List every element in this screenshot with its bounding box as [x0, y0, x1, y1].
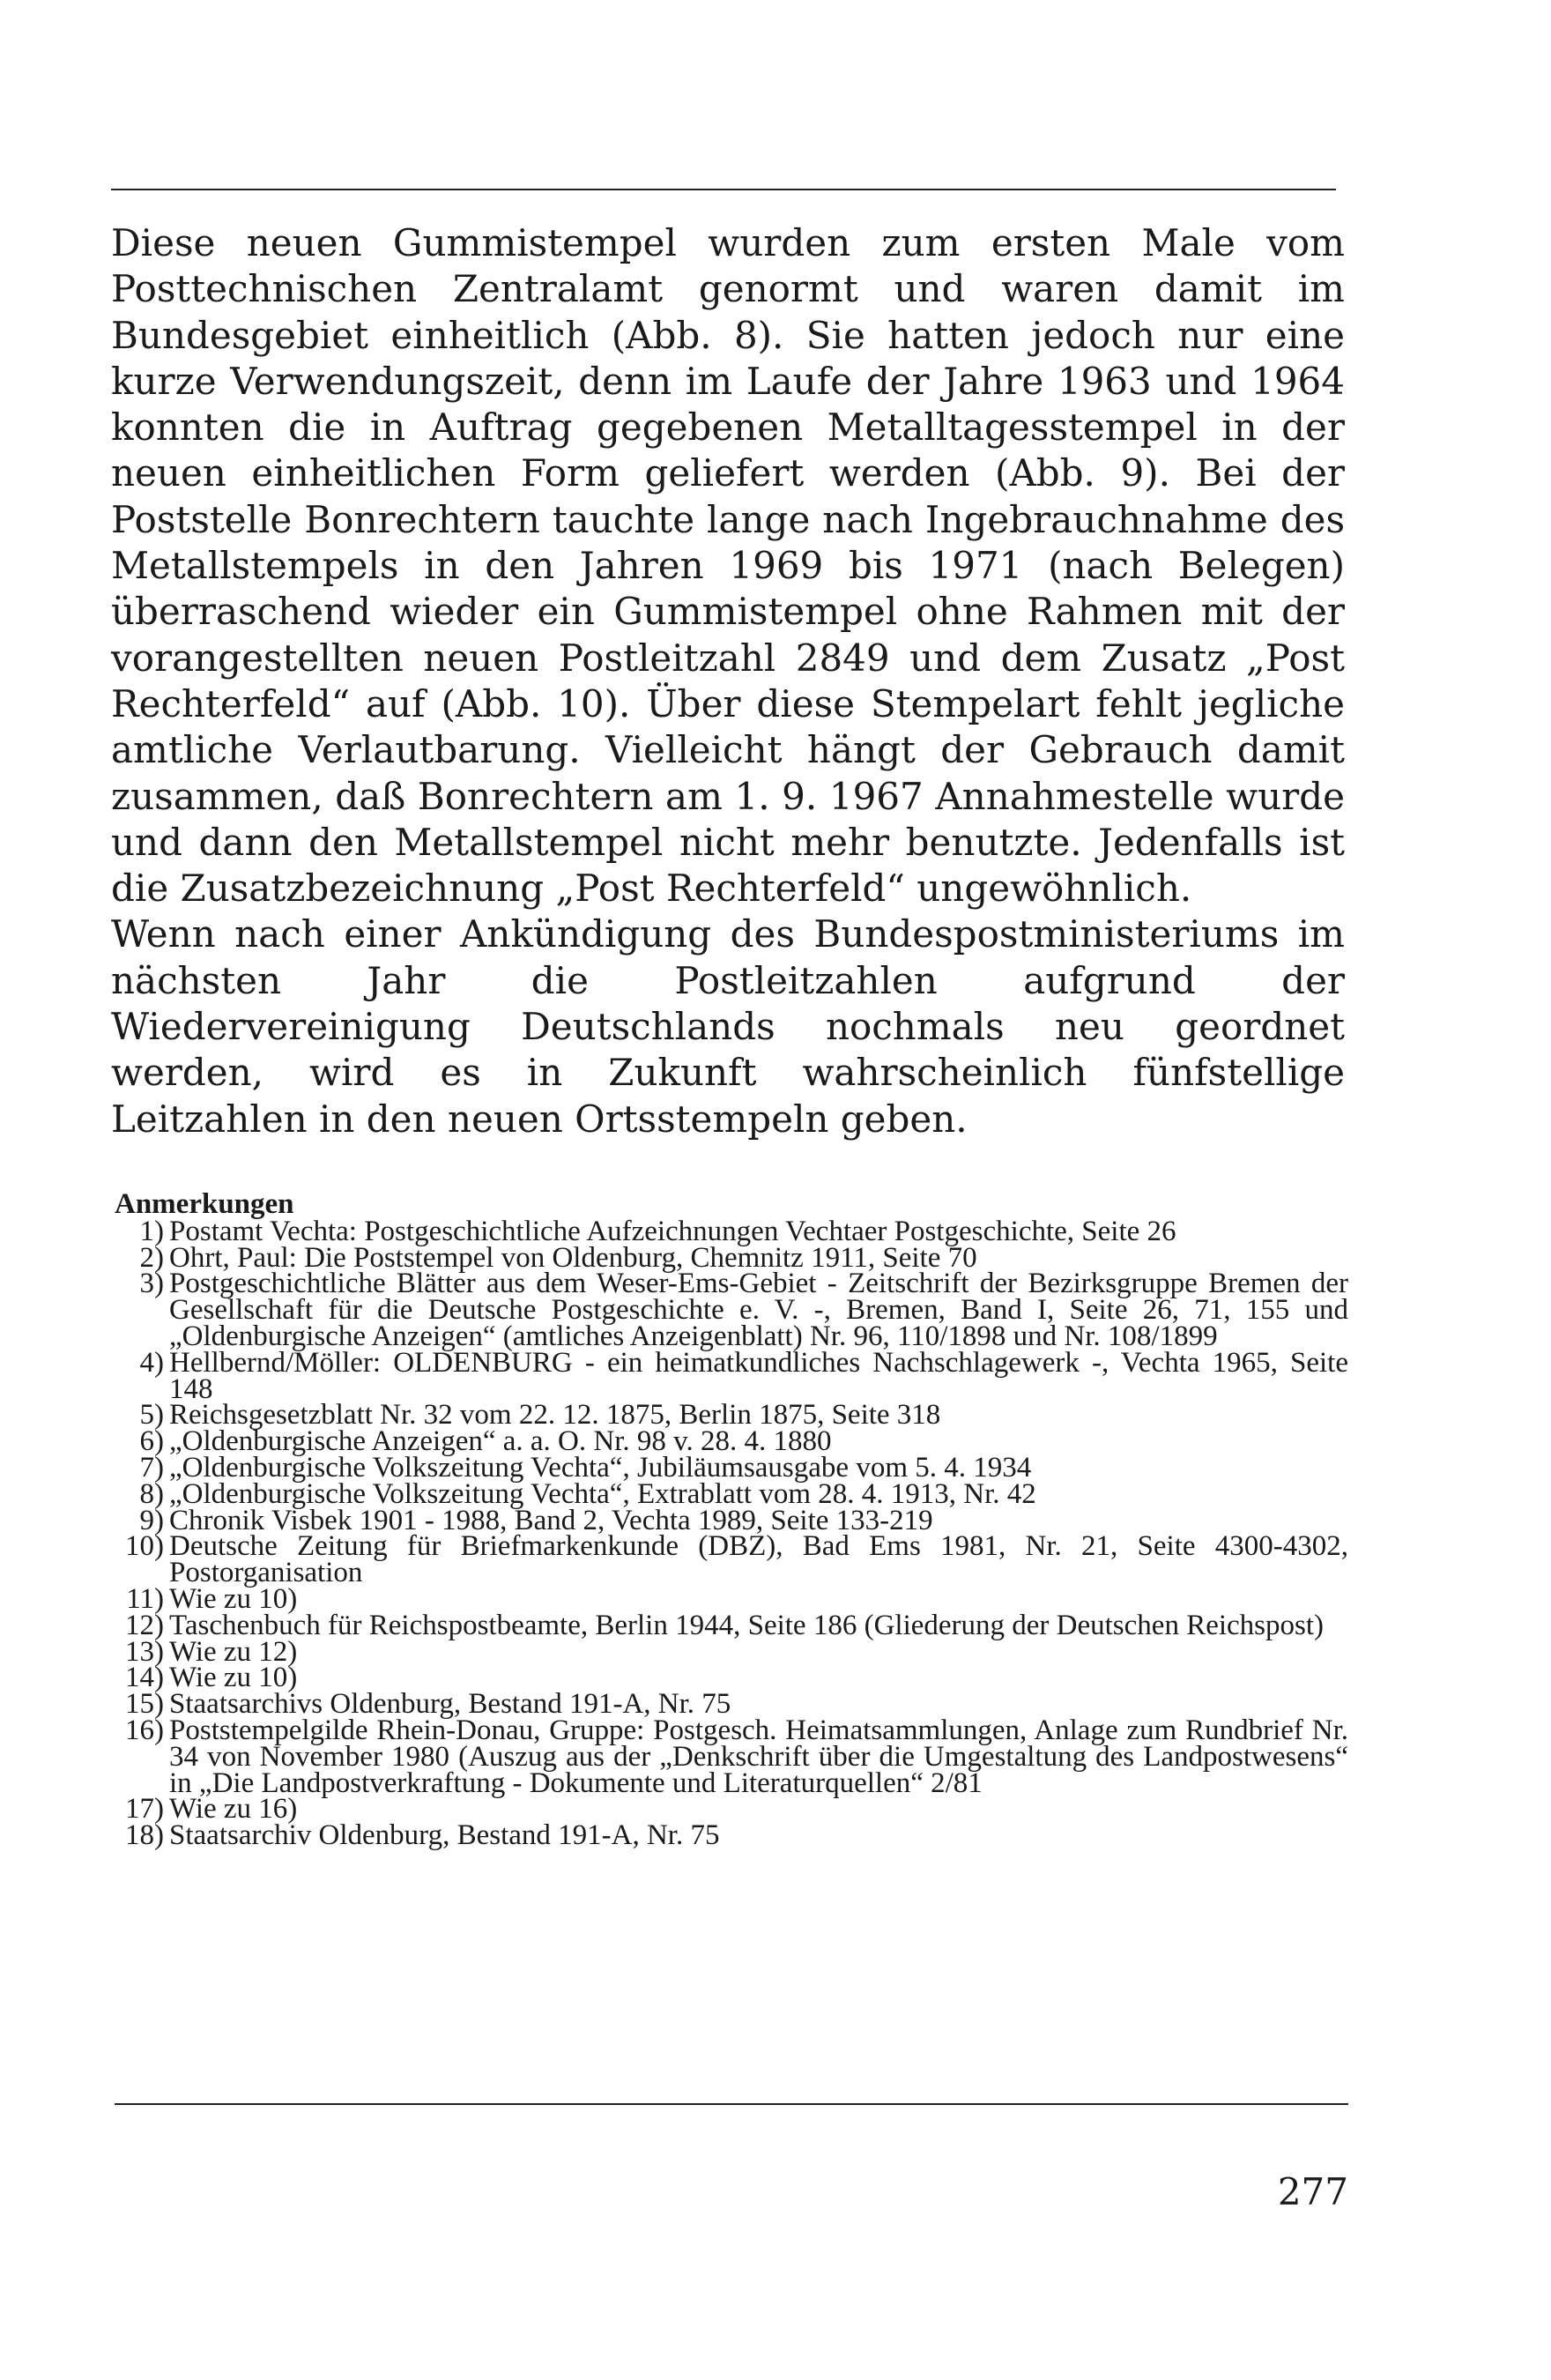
- footnote-item: [115, 1268, 1348, 1352]
- footnote-text: Hellbernd/Möller: OLDENBURG - ein heimatkundliches Nachschlagewerk -, Vechta 1965, Seite 148: [169, 1346, 1348, 1405]
- page-number: 277: [1277, 2170, 1348, 2213]
- footnote-text: Postgeschichtliche Blätter aus dem Weser-Ems-Gebiet - Zeitschrift der Bezirksgruppe Bremen der Gesellschaft für die Deutsche Postgeschichte e. V. -, Bremen, Band I, Seite 26, 71, 155 und „Oldenburgische Anzeigen“ (amtliches Anzeigenblatt) Nr. 96, 110/1898 und Nr. 108/1899: [169, 1268, 1348, 1352]
- footnote-text: Wie zu 16): [169, 1793, 298, 1826]
- footnote-text: Poststempelgilde Rhein-Donau, Gruppe: Postgesch. Heimatsammlungen, Anlage zum Rundbrief Nr. 34 von November 1980 (Auszug aus der „Denkschrift über die Umgestaltung des Landpostwesens“ in „Die Landpostverkraftung - Dokumente und Literaturquellen“ 2/81: [169, 1714, 1348, 1799]
- footnote-number: 3): [139, 1268, 164, 1300]
- footnote-number: 10): [125, 1530, 164, 1563]
- footnote-number: 11): [126, 1582, 164, 1615]
- footnote-number: 4): [139, 1346, 164, 1379]
- bottom-rule: [115, 2103, 1348, 2105]
- footnote-text: Staatsarchivs Oldenburg, Bestand 191-A, Nr. 75: [169, 1688, 731, 1721]
- footnote-number: 7): [139, 1451, 164, 1484]
- footnote-text: Staatsarchiv Oldenburg, Bestand 191-A, Nr. 75: [169, 1819, 720, 1852]
- footnote-text: Deutsche Zeitung für Briefmarkenkunde (DBZ), Bad Ems 1981, Nr. 21, Seite 4300-4302, Postorganisation: [169, 1530, 1348, 1589]
- footnote-number: 1): [139, 1215, 164, 1247]
- paragraph: Diese neuen Gummistempel wurden zum ersten Male vom Posttechnischen Zentralamt genormt und waren damit im Bundesgebiet einheitlich (Abb. 8). Sie hatten jedoch nur eine kurze Verwendungszeit, denn im Laufe der Jahre 1963 und 1964 konnten die in Auftrag gegebenen Metalltagesstempel in der neuen einheitlichen Form geliefert werden (Abb. 9). Bei der Poststelle Bonrechtern tauchte lange nach Ingebrauchnahme des Metallstempels in den Jahren 1969 bis 1971 (nach Belegen) überraschend wieder ein Gummistempel ohne Rahmen mit der vorangestellten neuen Postleitzahl 2849 und dem Zusatz „Post Rechterfeld“ auf (Abb. 10). Über diese Stempelart fehlt jegliche amtliche Verlautbarung. Vielleicht hängt der Gebrauch damit zusammen, daß Bonrechtern am 1. 9. 1967 Annahmestelle wurde und dann den Metallstempel nicht mehr benutzte. Jedenfalls ist die Zusatzbezeichnung „Post Rechterfeld“ ungewöhnlich.: [111, 221, 1345, 911]
- footnote-item: [115, 1346, 1348, 1405]
- footnote-item: [115, 1635, 1348, 1668]
- footnotes-list: [115, 1215, 1348, 1852]
- footnote-number: 17): [125, 1793, 164, 1826]
- footnote-item: [115, 1609, 1348, 1641]
- footnote-text: Taschenbuch für Reichspostbeamte, Berlin 1944, Seite 186 (Gliederung der Deutschen Reichspost): [169, 1609, 1325, 1641]
- footnote-number: 14): [125, 1662, 164, 1694]
- body-text: [111, 220, 1345, 1142]
- footnote-number: 5): [139, 1399, 164, 1432]
- footnote-number: 12): [125, 1609, 164, 1641]
- footnote-item: [115, 1714, 1348, 1799]
- footnote-text: „Oldenburgische Volkszeitung Vechta“, Jubiläumsausgabe vom 5. 4. 1934: [169, 1451, 1032, 1484]
- footnote-number: 13): [125, 1635, 164, 1668]
- footnote-text: Reichsgesetzblatt Nr. 32 vom 22. 12. 1875, Berlin 1875, Seite 318: [169, 1399, 941, 1432]
- paragraph: Wenn nach einer Ankündigung des Bundespostministeriums im nächsten Jahr die Postleitzahlen aufgrund der Wiedervereinigung Deutschlands nochmals neu geordnet werden, wird es in Zukunft wahrscheinlich fünfstellige Leitzahlen in den neuen Ortsstempeln geben.: [111, 912, 1345, 1141]
- footnote-number: 15): [125, 1688, 164, 1721]
- footnote-text: Ohrt, Paul: Die Poststempel von Oldenburg, Chemnitz 1911, Seite 70: [169, 1241, 977, 1274]
- footnotes-heading: Anmerkungen: [115, 1188, 294, 1220]
- footnote-number: 16): [125, 1714, 164, 1746]
- footnote-text: Wie zu 10): [169, 1662, 298, 1694]
- footnote-item: [115, 1819, 1348, 1852]
- footnote-number: 8): [139, 1477, 164, 1510]
- footnote-number: 18): [125, 1819, 164, 1852]
- footnote-text: „Oldenburgische Volkszeitung Vechta“, Extrablatt vom 28. 4. 1913, Nr. 42: [169, 1477, 1036, 1510]
- footnote-number: 2): [139, 1241, 164, 1274]
- footnote-item: [115, 1530, 1348, 1589]
- footnote-number: 9): [139, 1504, 164, 1536]
- footnote-text: Postamt Vechta: Postgeschichtliche Aufzeichnungen Vechtaer Postgeschichte, Seite 26: [169, 1215, 1176, 1247]
- footnotes-section: [115, 1188, 1348, 1852]
- footnote-text: Wie zu 10): [169, 1582, 298, 1615]
- footnote-text: Chronik Visbek 1901 - 1988, Band 2, Vechta 1989, Seite 133-219: [169, 1504, 933, 1536]
- footnote-number: 6): [139, 1425, 164, 1458]
- footnote-text: „Oldenburgische Anzeigen“ a. a. O. Nr. 98 v. 28. 4. 1880: [169, 1425, 832, 1458]
- top-rule: [111, 189, 1336, 190]
- footnote-text: Wie zu 12): [169, 1635, 298, 1668]
